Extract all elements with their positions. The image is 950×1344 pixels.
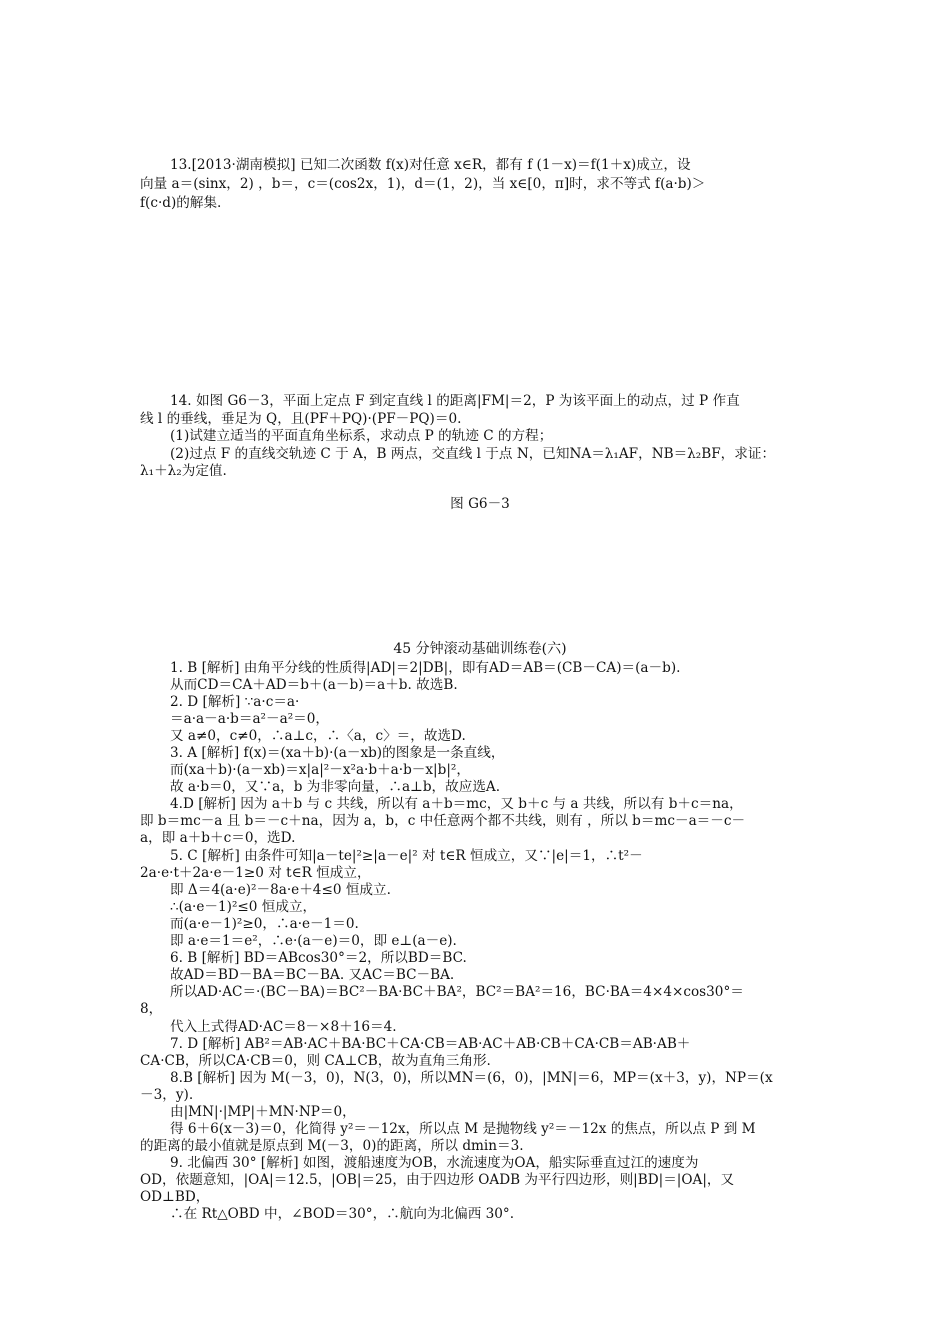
q13-line-2: 向量 a＝(sinx，2) ，b＝，c＝(cos2x，1)，d＝(1，2)，当 x∈[0，π]时，求不等式 f(a·b)＞	[140, 176, 706, 192]
q14-line-1: 14. 如图 G6－3，平面上定点 F 到定直线 l 的距离|FM|＝2，P 为该平面上的动点，过 P 作直	[170, 393, 740, 409]
answer-line: 即 b＝mc－a 且 b＝－c＋na，因为 a，b，c 中任意两个都不共线，则有 ，所以 b＝mc－a＝－c－	[140, 813, 746, 829]
answer-line: 得 6＋6(x－3)＝0，化简得 y²＝－12x，所以点 M 是抛物线 y²＝－12x 的焦点，所以点 P 到 M	[170, 1121, 756, 1137]
answer-line: 3. A [解析] f(x)＝(xa＋b)·(a－xb)的图象是一条直线，	[170, 745, 505, 761]
answer-line: 4.D [解析] 因为 a＋b 与 c 共线，所以有 a＋b＝mc，又 b＋c 与 a 共线，所以有 b＋c＝na，	[170, 796, 743, 812]
answer-line: 1. B [解析] 由角平分线的性质得|AD|＝2|DB|，即有AD＝AB＝(CB－CA)＝(a－b).	[170, 660, 681, 676]
answer-line: 代入上式得AD·AC＝8－×8＋16＝4.	[170, 1019, 397, 1035]
answer-line: 由|MN|·|MP|＋MN·NP＝0，	[170, 1104, 356, 1120]
answer-line: 8，	[140, 1001, 163, 1017]
answer-line: 8.B [解析] 因为 M(－3，0)，N(3，0)，所以MN＝(6，0)，|MN|＝6，MP＝(x＋3，y)，NP＝(x	[170, 1070, 773, 1086]
q14-line-4: (2)过点 F 的直线交轨迹 C 于 A，B 两点，交直线 l 于点 N，已知NA＝λ₁AF，NB＝λ₂BF，求证：	[170, 446, 776, 462]
answer-line: 9. 北偏西 30° [解析] 如图，渡船速度为OB，水流速度为OA，船实际垂直过江的速度为	[170, 1155, 699, 1171]
answer-line: 7. D [解析] AB²＝AB·AC＋BA·BC＋CA·CB＝AB·AC＋AB·CB＋CA·CB＝AB·AB＋	[170, 1036, 691, 1052]
answer-line: 2a·e·t＋2a·e－1≥0 对 t∈R 恒成立，	[140, 865, 371, 881]
answer-line: ∴(a·e－1)²≤0 恒成立，	[170, 899, 317, 915]
q14-line-5: λ₁＋λ₂为定值.	[140, 463, 227, 479]
answer-line: 而(xa＋b)·(a－xb)＝x|a|²－x²a·b＋a·b－x|b|²，	[170, 762, 470, 778]
answer-line: 的距离的最小值就是原点到 M(－3，0)的距离，所以 dmin＝3.	[140, 1138, 524, 1154]
answer-line: OD⊥BD，	[140, 1189, 210, 1205]
answer-line: 6. B [解析] BD＝ABcos30°＝2，所以BD＝BC.	[170, 950, 467, 966]
answer-line: 故 a·b＝0，又∵a，b 为非零向量，∴a⊥b，故应选A.	[170, 779, 501, 795]
q14-line-2: 线 l 的垂线，垂足为 Q，且(PF＋PQ)·(PF－PQ)＝0.	[140, 411, 462, 427]
q14-line-3: (1)试建立适当的平面直角坐标系，求动点 P 的轨迹 C 的方程；	[170, 428, 553, 444]
answer-line: 从而CD＝CA＋AD＝b＋(a－b)＝a＋b. 故选B.	[170, 677, 458, 693]
answers-title: 45 分钟滚动基础训练卷(六)	[393, 641, 567, 657]
answer-line: OD，依题意知，|OA|＝12.5，|OB|＝25，由于四边形 OADB 为平行四边形，则|BD|＝|OA|，又	[140, 1172, 735, 1188]
answer-line: 即 Δ＝4(a·e)²－8a·e＋4≤0 恒成立.	[170, 882, 391, 898]
answer-line: 所以AD·AC＝·(BC－BA)＝BC²－BA·BC＋BA²，BC²＝BA²＝16，BC·BA＝4×4×cos30°＝	[170, 984, 744, 1000]
answer-line: ∴在 Rt△OBD 中，∠BOD＝30°，∴航向为北偏西 30°.	[170, 1206, 515, 1222]
answer-line: CA·CB，所以CA·CB＝0，则 CA⊥CB，故为直角三角形.	[140, 1053, 491, 1069]
answer-line: ＝a·a－a·b＝a²－a²＝0，	[170, 711, 329, 727]
answer-line: 5. C [解析] 由条件可知|a－te|²≥|a－e|² 对 t∈R 恒成立，又∵|e|＝1，∴t²－	[170, 848, 643, 864]
answer-line: 即 a·e＝1＝e²，∴e·(a－e)＝0，即 e⊥(a－e).	[170, 933, 457, 949]
q13-line-1: 13.[2013·湖南模拟] 已知二次函数 f(x)对任意 x∈R，都有 f (1－x)＝f(1＋x)成立，设	[170, 157, 691, 173]
figure-caption: 图 G6－3	[450, 496, 510, 512]
answer-line: 故AD＝BD－BA＝BC－BA. 又AC＝BC－BA.	[170, 967, 455, 983]
answer-line: －3，y).	[140, 1087, 194, 1103]
answer-line: 又 a≠0，c≠0，∴a⊥c，∴〈a，c〉＝，故选D.	[170, 728, 466, 744]
answer-line: a，即 a＋b＋c＝0，选D.	[140, 830, 296, 846]
q13-line-3: f(c·d)的解集.	[140, 195, 222, 211]
answer-line: 而(a·e－1)²≥0，∴a·e－1＝0.	[170, 916, 359, 932]
answer-line: 2. D [解析] ∵a·c＝a·	[170, 694, 300, 710]
